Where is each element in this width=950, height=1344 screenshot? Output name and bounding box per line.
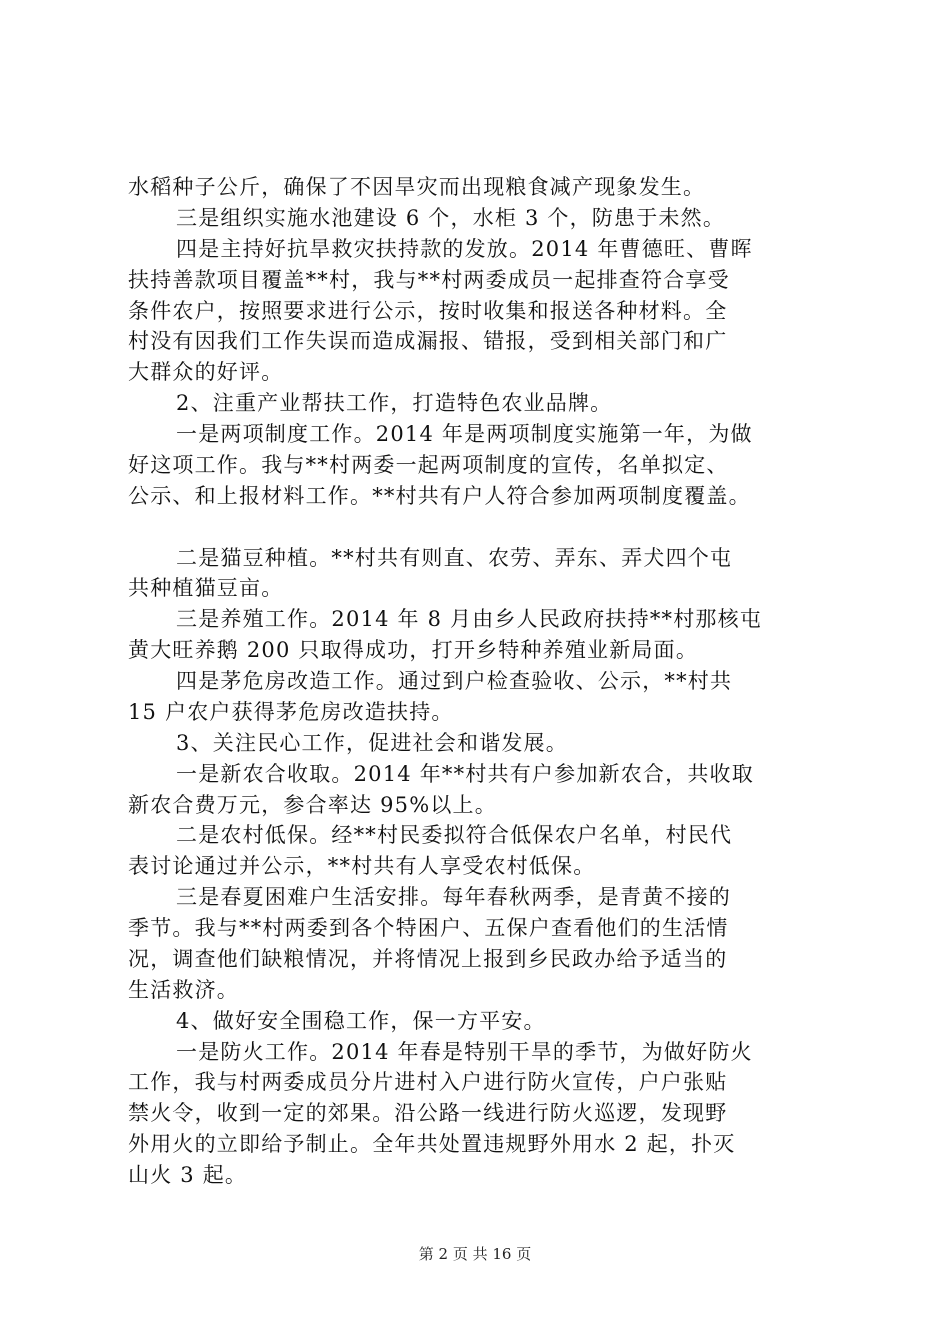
text-line: 四是茅危房改造工作。通过到户检查验收、公示，**村共 [176,669,733,693]
text-line: 一是防火工作。2014 年春是特别干旱的季节，为做好防火 [176,1040,753,1064]
text-line: 一是新农合收取。2014 年**村共有户参加新农合，共收取 [176,762,754,786]
text-line: 禁火令，收到一定的郊果。沿公路一线进行防火巡逻，发现野 [128,1101,728,1125]
text-line: 一是两项制度工作。2014 年是两项制度实施第一年，为做 [176,422,753,446]
text-line: 表讨论通过并公示，**村共有人享受农村低保。 [128,854,596,878]
text-line: 水稻种子公斤，确保了不因旱灾而出现粮食减产现象发生。 [128,175,706,199]
page-number-footer: 第 2 页 共 16 页 [418,1245,532,1263]
section-heading: 4、做好安全围稳工作，保一方平安。 [176,1009,546,1033]
text-line: 三是组织实施水池建设 6 个，水柜 3 个，防患于未然。 [176,206,726,230]
text-line: 况，调查他们缺粮情况，并将情况上报到乡民政办给予适当的 [128,947,728,971]
text-line: 共种植猫豆亩。 [128,576,284,600]
text-line: 公示、和上报材料工作。**村共有户人符合参加两项制度覆盖。 [128,484,751,508]
text-line: 山火 3 起。 [128,1163,248,1187]
text-line: 季节。我与**村两委到各个特困户、五保户查看他们的生活情 [128,916,729,940]
section-heading: 3、关注民心工作，促进社会和谐发展。 [176,731,568,755]
text-line: 四是主持好抗旱救灾扶持款的发放。2014 年曹德旺、曹晖 [176,237,753,261]
text-line: 生活救济。 [128,978,239,1002]
text-line: 新农合费万元，参合率达 95%以上。 [128,793,497,817]
text-line: 大群众的好评。 [128,360,284,384]
text-line: 工作，我与村两委成员分片进村入户进行防火宣传，户户张贴 [128,1070,728,1094]
text-line: 外用火的立即给予制止。全年共处置违规野外用水 2 起，扑灭 [128,1132,736,1156]
text-line: 好这项工作。我与**村两委一起两项制度的宣传，名单拟定、 [128,453,729,477]
text-line: 二是猫豆种植。**村共有则直、农劳、弄东、弄犬四个屯 [176,546,733,570]
text-line: 二是农村低保。经**村民委拟符合低保农户名单，村民代 [176,823,733,847]
text-line: 三是春夏困难户生活安排。每年春秋两季，是青黄不接的 [176,885,731,909]
text-line: 15 户农户获得茅危房改造扶持。 [128,700,454,724]
section-heading: 2、注重产业帮扶工作，打造特色农业品牌。 [176,391,613,415]
text-line: 三是养殖工作。2014 年 8 月由乡人民政府扶持**村那核屯 [176,607,763,631]
text-line: 条件农户，按照要求进行公示，按时收集和报送各种材料。全 [128,299,728,323]
text-line: 扶持善款项目覆盖**村，我与**村两委成员一起排查符合享受 [128,268,730,292]
text-line: 黄大旺养鹅 200 只取得成功，打开乡特种养殖业新局面。 [128,638,699,662]
text-line: 村没有因我们工作失误而造成漏报、错报，受到相关部门和广 [128,329,728,353]
